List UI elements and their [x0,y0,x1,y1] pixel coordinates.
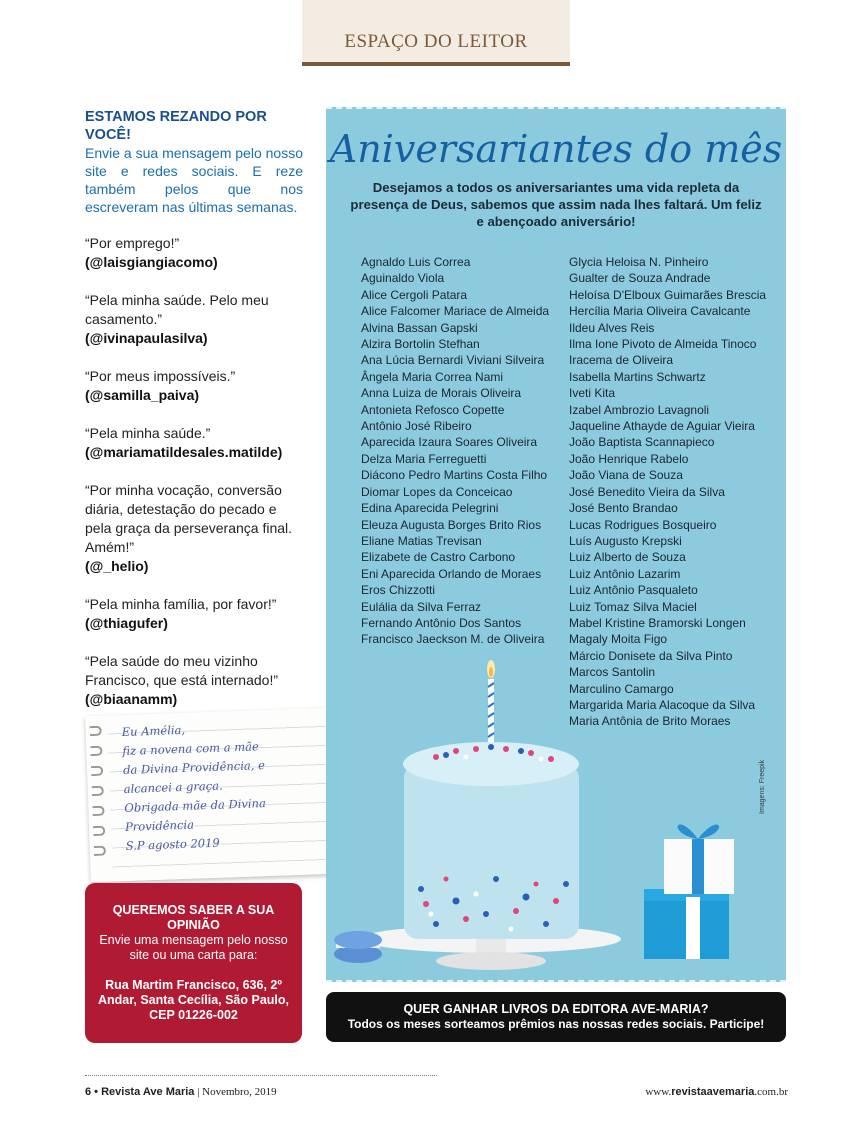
birthday-name: José Benedito Vieira da Silva [569,484,725,499]
footer-url-brand: revistaavemaria [671,1086,755,1098]
birthday-name: Alice Cergoli Patara [361,287,468,302]
list-item [85,291,303,348]
list-item [85,652,303,709]
birthday-name: Iveti Kita [569,386,616,401]
birthday-name: Heloísa D'Elboux Guimarães Brescia [569,287,767,302]
footer-date: Novembro, 2019 [202,1086,277,1098]
birthday-name: Luiz Tomaz Silva Maciel [569,599,697,614]
birthday-panel [326,107,786,982]
birthday-names-column-1 [361,254,571,648]
prayer-handle: (@samilla_paiva) [85,387,200,403]
birthday-name: Márcio Donisete da Silva Pinto [569,648,733,663]
birthday-name: Luiz Alberto de Souza [569,550,686,565]
note-line: alcancei a graça. [123,778,223,796]
birthday-name: João Henrique Rabelo [569,451,689,466]
footer-divider [85,1075,437,1076]
birthday-name: Alzira Bortolin Stefhan [361,337,480,352]
birthday-cake-illustration [326,639,786,982]
birthday-name: Eni Aparecida Orlando de Moraes [361,566,542,581]
birthday-name: Marcos Santolin [569,665,656,680]
opinion-body: Envie uma mensagem pelo nosso site ou uma carta para: [99,933,288,962]
list-item [85,424,303,462]
footer-page-info: 6 • Revista Ave Maria | Novembro, 2019 [85,1086,277,1098]
prayer-text: “Pela saúde do meu vizinho Francisco, que está internado!” [85,653,278,688]
birthday-message: Desejamos a todos os aniversariantes uma vida repleta da presença de Deus, sabemos que assim nada lhes faltará. Um feliz e abençoado aniversário! [350,180,762,229]
birthday-name: Gualter de Souza Andrade [569,271,711,286]
note-line: S.P agosto 2019 [125,835,220,853]
footer-url-suffix: .com.br [754,1086,788,1098]
birthday-name: Lucas Rodrigues Bosqueiro [569,517,717,532]
prayer-text: “Pela minha família, por favor!” [85,596,277,612]
birthday-name: Luiz Antônio Pasqualeto [569,583,698,598]
birthday-name: Antonieta Refosco Copette [361,402,505,417]
birthday-name: Jaqueline Athayde de Aguiar Vieira [569,419,755,434]
prayer-text: “Por minha vocação, conversão diária, detestação do pecado e pela graça da perseverança final. Amém!” [85,482,293,555]
footer-url[interactable] [626,1086,788,1098]
opinion-title: QUEREMOS SABER A SUA OPINIÃO [112,903,275,932]
prayer-text: “Pela minha saúde.” [85,425,211,441]
prayer-text: “Por emprego!” [85,235,180,251]
prayer-intro: Envie a sua mensagem pelo nosso site e redes sociais. E reze também pelos que nos escreveram nas últimas semanas. [85,145,303,215]
birthday-name: Diácono Pedro Martins Costa Filho [361,468,548,483]
section-title: ESPAÇO DO LEITOR [344,31,528,52]
handwritten-note [85,708,333,882]
note-line: da Divina Providência, e [122,758,266,777]
spiral-binding-icon [90,726,109,876]
prayer-column [85,108,303,728]
birthday-name: Anna Luiza de Morais Oliveira [361,386,522,401]
birthday-name: Hercília Maria Oliveira Cavalcante [569,304,751,319]
birthday-name: Magaly Moita Figo [569,632,668,647]
birthday-name: Mabel Kristine Bramorski Longen [569,615,746,630]
prayer-handle: (@biaanamm) [85,691,178,707]
birthday-name: Alvina Bassan Gapski [361,320,478,335]
birthday-name: Maria Antônia de Brito Moraes [569,714,731,729]
prayer-text: “Pela minha saúde. Pelo meu casamento.” [85,292,269,327]
birthday-name: Edina Aparecida Pelegrini [361,501,499,516]
birthday-name: Ildeu Alves Reis [569,320,655,335]
note-text [121,716,326,856]
birthday-name: Glycia Heloisa N. Pinheiro [569,255,709,269]
birthday-name: Agnaldo Luis Correa [361,255,471,269]
opinion-address: Rua Martim Francisco, 636, 2º Andar, Santa Cecília, São Paulo, CEP 01226-002 [97,978,290,1022]
list-item [85,595,303,633]
birthday-name: Ilma Ione Pivoto de Almeida Tinoco [569,337,757,352]
birthday-name: Aparecida Izaura Soares Oliveira [361,435,538,450]
giveaway-banner [326,992,786,1042]
birthday-name: João Viana de Souza [569,468,683,483]
birthday-name: Fernando Antônio Dos Santos [361,615,522,630]
prayer-list [85,234,303,709]
prayer-handle: (@_helio) [85,558,149,574]
list-item [85,234,303,272]
prayer-heading: ESTAMOS REZANDO POR VOCÊ! [85,109,267,143]
opinion-box [85,883,302,1043]
birthday-name: Diomar Lopes da Conceicao [361,484,513,499]
birthday-name: Ângela Maria Correa Nami [361,369,504,384]
birthday-name: Eros Chizzotti [361,583,436,598]
birthday-name: Eliane Matias Trevisan [361,533,482,548]
note-line: Obrigada mãe da Divina [124,796,267,815]
birthday-name: Luiz Antônio Lazarim [569,566,681,581]
gift-boxes-icon [644,824,734,959]
birthday-name: Marculino Camargo [569,681,674,696]
birthday-name: João Baptista Scannapieco [569,435,715,450]
note-line: fiz a novena com a mãe [122,739,260,758]
list-item [85,367,303,405]
birthday-name: Ana Lúcia Bernardi Viviani Silveira [361,353,545,368]
birthday-name: Elizabete de Castro Carbono [361,550,516,565]
birthday-name: Margarida Maria Alacoque da Silva [569,697,756,712]
birthday-name: Delza Maria Ferreguetti [361,451,487,466]
birthday-name: Izabel Ambrozio Lavagnoli [569,402,710,417]
footer-url-prefix: www. [645,1086,672,1098]
giveaway-headline: QUER GANHAR LIVROS DA EDITORA AVE-MARIA? [403,1002,709,1016]
prayer-text: “Por meus impossíveis.” [85,368,236,384]
note-line: Providência [124,817,195,834]
prayer-handle: (@laisgiangiacomo) [85,254,218,270]
prayer-handle: (@ivinapaulasilva) [85,330,208,346]
birthday-name: Luís Augusto Krepski [569,533,682,548]
birthday-name: Aguinaldo Viola [361,271,445,286]
image-credit: Imagens: Freepik [759,759,766,814]
birthday-name: Iracema de Oliveira [569,353,674,368]
birthday-name: José Bento Brandao [569,501,678,516]
prayer-handle: (@mariamatildesales.matilde) [85,444,283,460]
birthday-name: Isabella Martins Schwartz [569,369,706,384]
birthday-name: Eulália da Silva Ferraz [361,599,482,614]
footer-page: 6 • Revista Ave Maria [85,1086,195,1098]
birthday-name: Alice Falcomer Mariace de Almeida [361,304,550,319]
prayer-handle: (@thiagufer) [85,615,168,631]
birthday-title: Aniversariantes do mês [329,127,783,171]
section-header [302,0,570,66]
giveaway-subline: Todos os meses sorteamos prêmios nas nossas redes sociais. Participe! [347,1017,765,1031]
birthday-name: Antônio José Ribeiro [361,419,472,434]
list-item [85,481,303,576]
birthday-name: Eleuza Augusta Borges Brito Rios [361,517,542,532]
birthday-name: Francisco Jaeckson M. de Oliveira [361,632,545,647]
note-line: Eu Amélia, [121,722,186,740]
